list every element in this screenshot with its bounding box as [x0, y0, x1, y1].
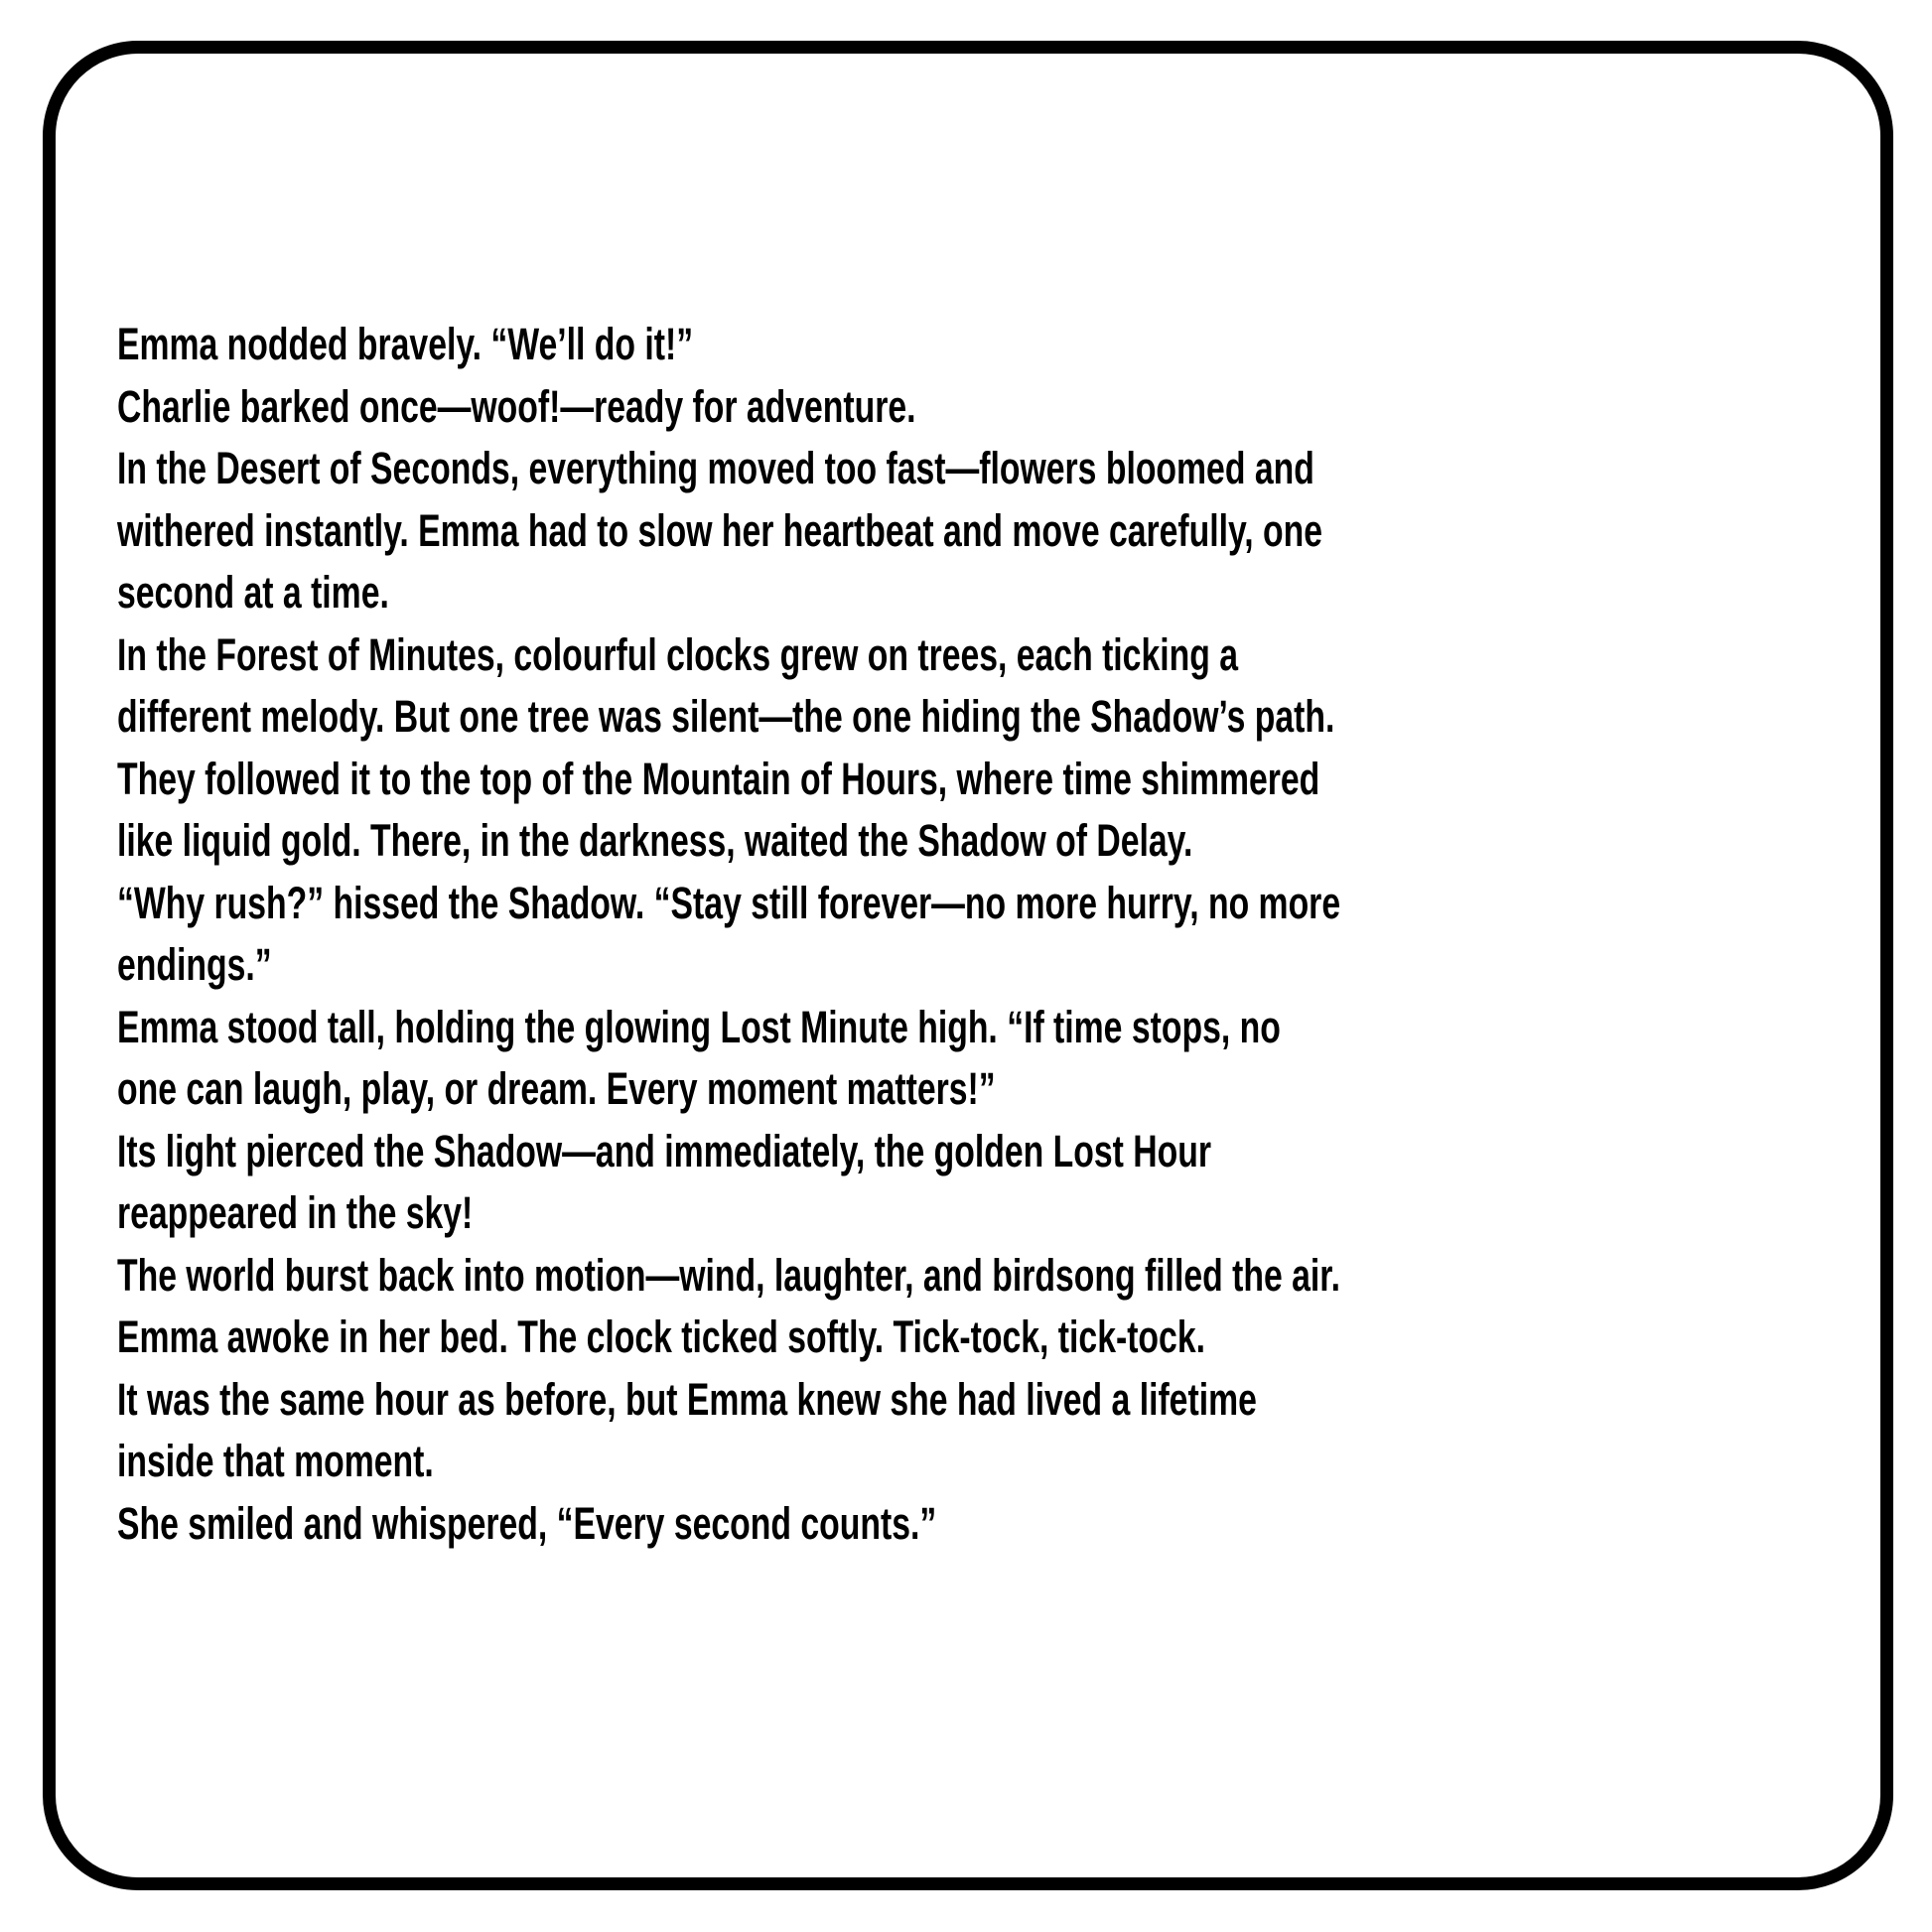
story-text-block: [117, 314, 1340, 1555]
story-line: “Why rush?” hissed the Shadow. “Stay still forever—no more hurry, no more: [117, 877, 1341, 928]
story-line: It was the same hour as before, but Emma knew she had lived a lifetime: [117, 1373, 1257, 1425]
story-line: Charlie barked once—woof!—ready for adventure.: [117, 380, 916, 432]
story-line: She smiled and whispered, “Every second counts.”: [117, 1497, 937, 1549]
story-line: Emma nodded bravely. “We’ll do it!”: [117, 319, 694, 369]
story-line: like liquid gold. There, in the darkness, waited the Shadow of Delay.: [117, 815, 1193, 866]
story-line: Emma stood tall, holding the glowing Lost Minute high. “If time stops, no: [117, 1001, 1281, 1052]
story-line: different melody. But one tree was silent—the one hiding the Shadow’s path.: [117, 691, 1335, 742]
story-line: In the Desert of Seconds, everything moved too fast—flowers bloomed and: [117, 443, 1314, 493]
story-line: withered instantly. Emma had to slow her heartbeat and move carefully, one: [117, 504, 1323, 556]
story-line: endings.”: [117, 939, 272, 990]
story-line: Its light pierced the Shadow—and immediately, the golden Lost Hour: [117, 1125, 1211, 1176]
story-line: reappeared in the sky!: [117, 1187, 474, 1238]
story-line: one can laugh, play, or dream. Every moment matters!”: [117, 1063, 996, 1114]
story-line: In the Forest of Minutes, colourful clocks grew on trees, each ticking a: [117, 628, 1238, 680]
story-line: They followed it to the top of the Mountain of Hours, where time shimmered: [117, 753, 1320, 804]
story-line: The world burst back into motion—wind, laughter, and birdsong filled the air.: [117, 1249, 1340, 1301]
story-line: Emma awoke in her bed. The clock ticked softly. Tick-tock, tick-tock.: [117, 1311, 1205, 1362]
story-line: second at a time.: [117, 567, 389, 618]
story-line: inside that moment.: [117, 1436, 434, 1486]
story-card: [43, 41, 1893, 1890]
